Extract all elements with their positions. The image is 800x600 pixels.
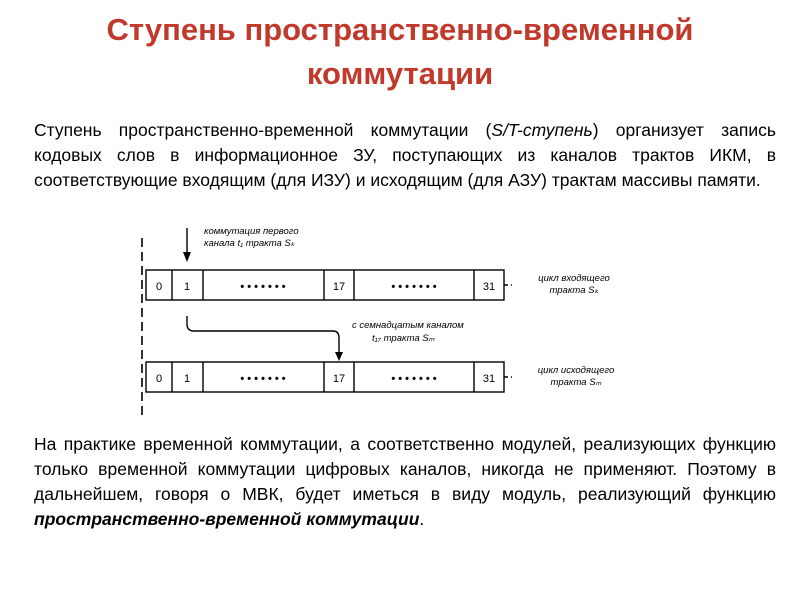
incoming-cell-0: 0 bbox=[155, 281, 163, 293]
incoming-cycle-row bbox=[146, 270, 504, 300]
outgoing-cell-dots-1: • • • • • • • bbox=[240, 373, 286, 385]
conclusion-text-before: На практике временной коммутации, а соответственно модулей, реализующих функцию только временной коммутации цифровых каналов, никогда не применяют. Поэтому в дальнейшем, говоря о МВК, будет иметься в виду модуль, реализующий функцию bbox=[34, 434, 776, 504]
top-arrow-head bbox=[183, 252, 191, 262]
incoming-cell-31: 31 bbox=[482, 281, 496, 293]
outgoing-cell-17: 17 bbox=[332, 373, 346, 385]
incoming-cell-17: 17 bbox=[332, 281, 346, 293]
switch-arrow bbox=[187, 316, 339, 352]
incoming-cell-dots-1: • • • • • • • bbox=[240, 281, 286, 293]
middle-annotation-line-2: t₁₇ тракта Sₘ bbox=[372, 333, 435, 344]
intro-text-before: Ступень пространственно-временной коммутации ( bbox=[34, 120, 492, 140]
intro-text-after: ) организует запись кодовых слов в информационное ЗУ, поступающих из каналов трактов ИКМ, в соответствующие входящим (для ИЗУ) и исходящим (для АЗУ) трактам массивы памяти. bbox=[34, 120, 776, 190]
incoming-cell-dots-2: • • • • • • • bbox=[391, 281, 437, 293]
incoming-cell-1: 1 bbox=[183, 281, 191, 293]
outgoing-cycle-label-2: тракта Sₘ bbox=[550, 377, 602, 388]
outgoing-cell-dots-2: • • • • • • • bbox=[391, 373, 437, 385]
outgoing-cycle-row bbox=[146, 362, 504, 392]
top-annotation-line-1: коммутация первого bbox=[204, 226, 299, 237]
slide-title-line-2: коммутации bbox=[306, 56, 494, 91]
outgoing-cell-31: 31 bbox=[482, 373, 496, 385]
conclusion-text-after: . bbox=[419, 509, 425, 529]
incoming-cycle-label-2: тракта Sₖ bbox=[549, 285, 599, 296]
conclusion-term: пространственно-временной коммутации bbox=[34, 509, 420, 529]
outgoing-cell-1: 1 bbox=[183, 373, 191, 385]
switch-arrow-head bbox=[335, 352, 343, 361]
incoming-cycle-label-1: цикл входящего bbox=[538, 273, 610, 284]
outgoing-cycle-label-1: цикл исходящего bbox=[537, 365, 615, 376]
st-stage-term: S/T-ступень bbox=[491, 120, 593, 140]
top-annotation-line-2: канала t₁ тракта Sₖ bbox=[204, 238, 295, 249]
slide-title-line-1: Ступень пространственно-временной bbox=[106, 12, 694, 47]
conclusion-paragraph bbox=[34, 432, 776, 532]
outgoing-cell-0: 0 bbox=[155, 373, 163, 385]
middle-annotation-line-1: с семнадцатым каналом bbox=[352, 320, 464, 331]
